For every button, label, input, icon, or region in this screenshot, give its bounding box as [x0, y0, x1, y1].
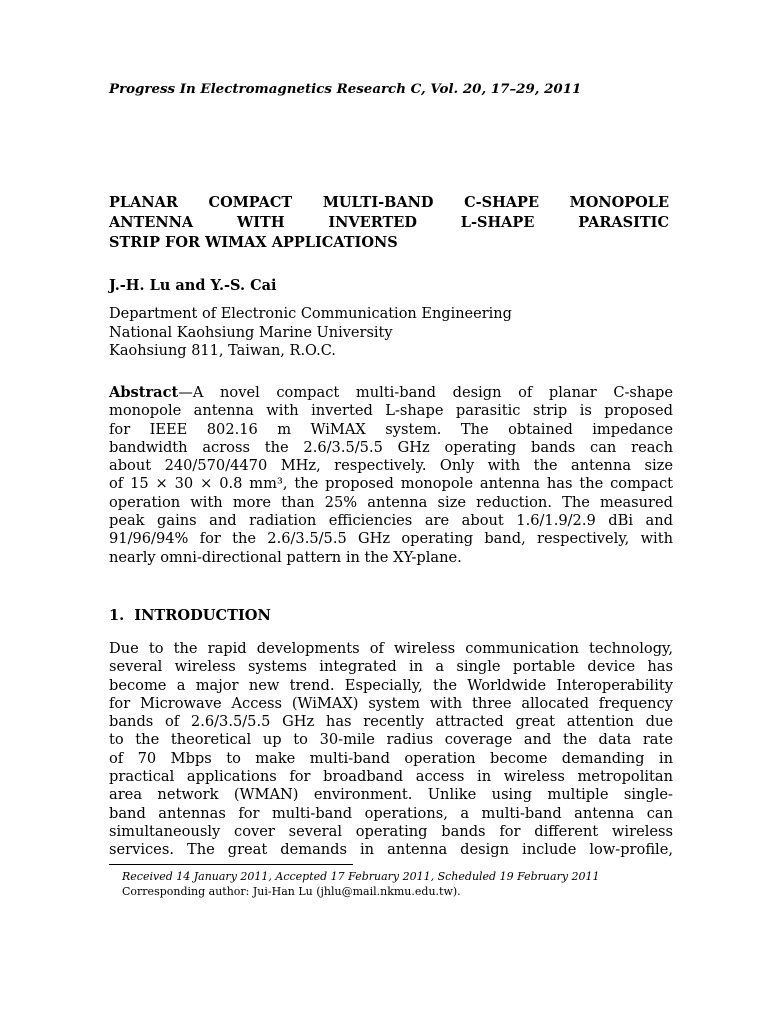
- intro-line: to the theoretical up to 30-mile radius coverage and the data rate: [109, 731, 673, 749]
- abstract-line: of 15 × 30 × 0.8 mm³, the proposed monopole antenna has the compact: [109, 475, 673, 493]
- intro-line: services. The great demands in antenna design include low-profile,: [109, 841, 673, 859]
- abstract-line: bandwidth across the 2.6/3.5/5.5 GHz operating bands can reach: [109, 438, 673, 456]
- intro-line: practical applications for broadband access in wireless metropolitan: [109, 768, 673, 786]
- affiliation-line: National Kaohsiung Marine University: [109, 324, 393, 341]
- intro-line: Due to the rapid developments of wireless communication technology,: [109, 640, 673, 657]
- authors: J.-H. Lu and Y.-S. Cai: [109, 277, 277, 294]
- abstract-line: about 240/570/4470 MHz, respectively. Only with the antenna size: [109, 457, 673, 475]
- section-heading: [109, 606, 271, 626]
- received-dates: Received 14 January 2011, Accepted 17 February 2011, Scheduled 19 February 2011: [122, 870, 600, 883]
- corresponding-author: Corresponding author: Jui-Han Lu (jhlu@mail.nkmu.edu.tw).: [122, 885, 461, 898]
- affiliation-line: Department of Electronic Communication Engineering: [109, 306, 512, 322]
- intro-line: for Microwave Access (WiMAX) system with three allocated frequency: [109, 694, 673, 712]
- abstract-line: Abstract—A novel compact multi-band design of planar C-shape: [109, 384, 673, 401]
- section-title: INTRODUCTION: [134, 607, 271, 624]
- abstract: [109, 384, 673, 567]
- abstract-line: peak gains and radiation efficiencies are about 1.6/1.9/2.9 dBi and: [109, 512, 673, 530]
- intro-line: several wireless systems integrated in a single portable device has: [109, 658, 673, 676]
- journal-header: Progress In Electromagnetics Research C, Vol. 20, 17–29, 2011: [109, 81, 582, 97]
- intro-line: area network (WMAN) environment. Unlike using multiple single-: [109, 786, 673, 804]
- intro-line: become a major new trend. Especially, the Worldwide Interoperability: [109, 676, 673, 694]
- affiliation-line: Kaohsiung 811, Taiwan, R.O.C.: [109, 343, 336, 359]
- abstract-label: Abstract: [109, 384, 179, 401]
- footnote-rule: [109, 864, 353, 865]
- abstract-line: nearly omni-directional pattern in the XY-plane.: [109, 548, 462, 566]
- intro-line: simultaneously cover several operating bands for different wireless: [109, 822, 673, 840]
- title-line: STRIP FOR WIMAX APPLICATIONS: [109, 234, 398, 251]
- abstract-line: 91/96/94% for the 2.6/3.5/5.5 GHz operating band, respectively, with: [109, 530, 673, 548]
- abstract-line: monopole antenna with inverted L-shape parasitic strip is proposed: [109, 402, 673, 420]
- intro-line: of 70 Mbps to make multi-band operation become demanding in: [109, 749, 673, 767]
- intro-line: band antennas for multi-band operations, a multi-band antenna can: [109, 804, 673, 822]
- title-line: ANTENNA WITH INVERTED L-SHAPE PARASITIC: [109, 214, 669, 231]
- section-number: 1.: [109, 607, 125, 624]
- abstract-line: operation with more than 25% antenna size reduction. The measured: [109, 493, 673, 511]
- title-line: PLANAR COMPACT MULTI-BAND C-SHAPE MONOPOLE: [109, 194, 669, 211]
- affiliation: [109, 305, 669, 361]
- introduction-body: [109, 640, 673, 860]
- abstract-line: for IEEE 802.16 m WiMAX system. The obtained impedance: [109, 420, 673, 438]
- footnote: [122, 869, 682, 899]
- intro-line: bands of 2.6/3.5/5.5 GHz has recently attracted great attention due: [109, 713, 673, 731]
- paper-title: [109, 193, 669, 253]
